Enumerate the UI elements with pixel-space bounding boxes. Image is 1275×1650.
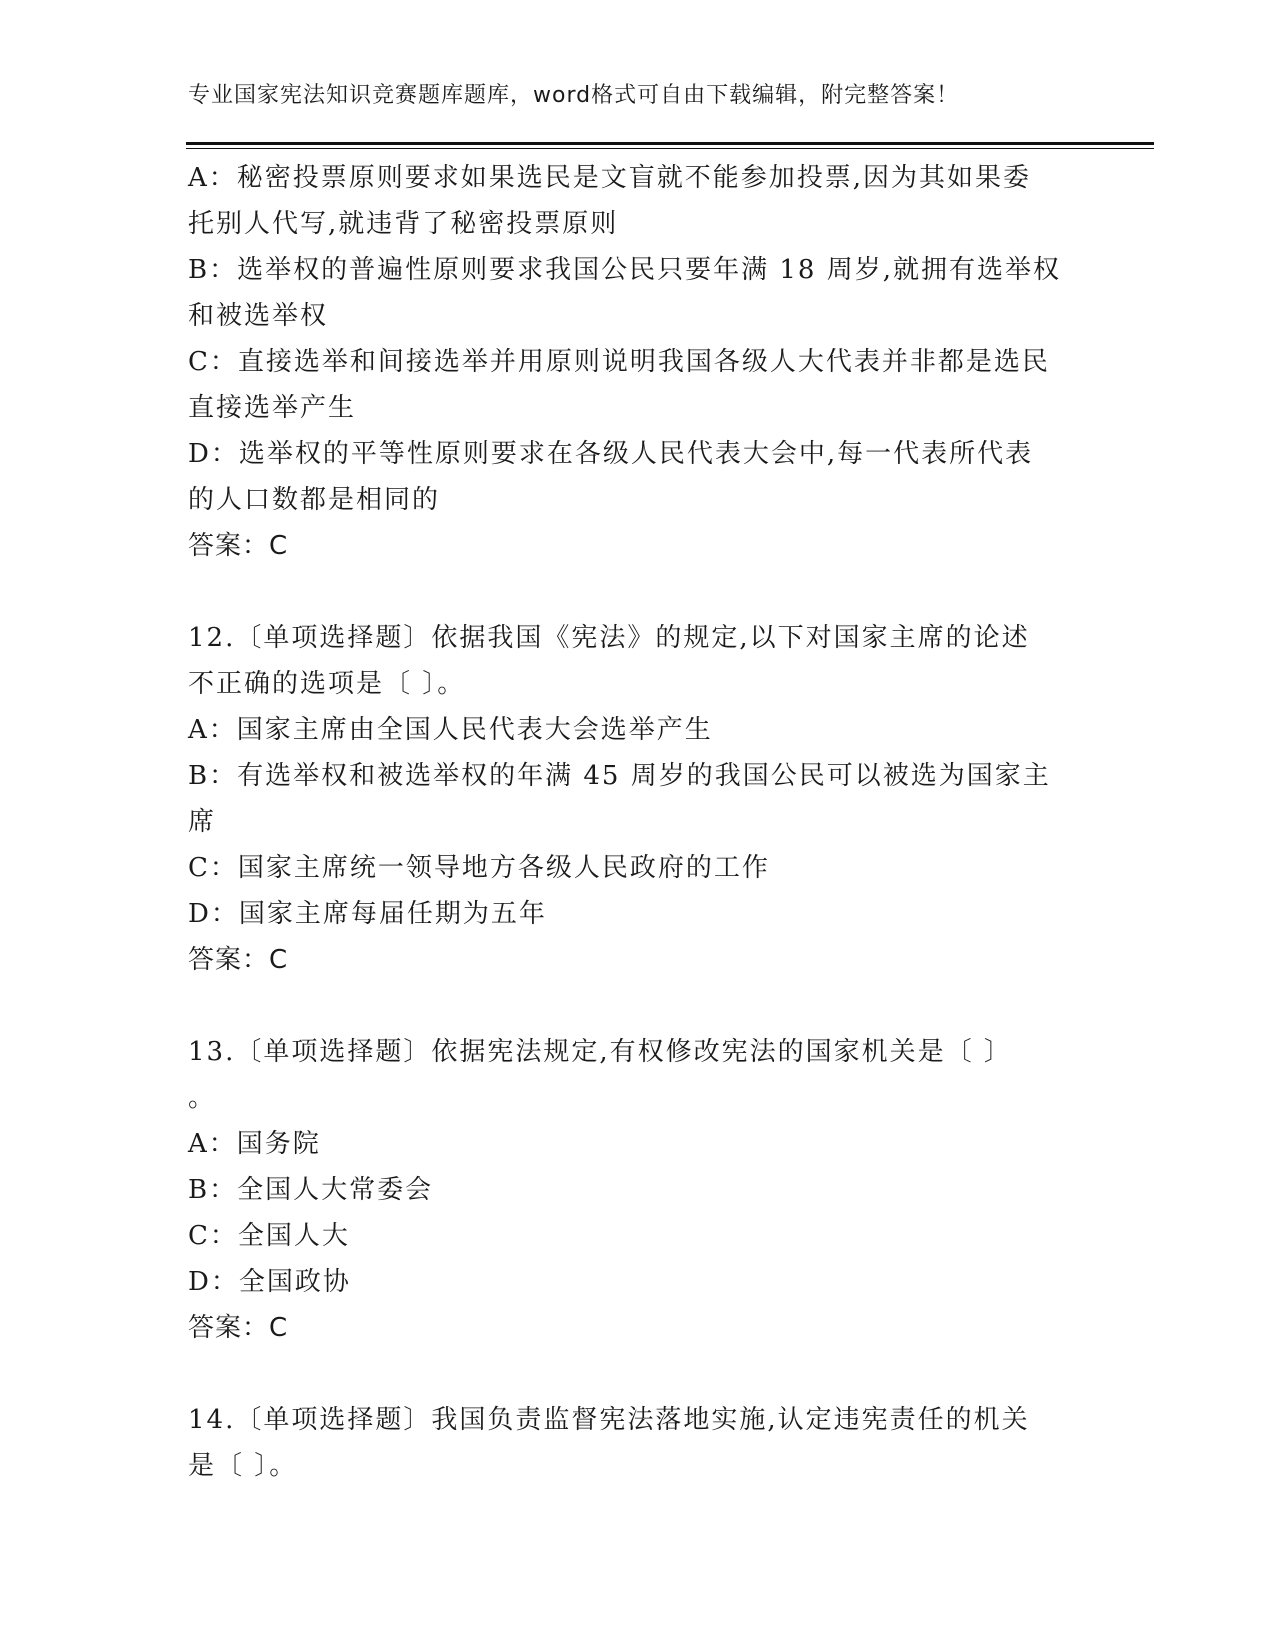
spacer: [188, 569, 1088, 615]
option-a: A：国务院: [188, 1129, 321, 1159]
question-14: [188, 1397, 1088, 1489]
option-b: B：选举权的普遍性原则要求我国公民只要年满 18 周岁,就拥有选举权 和被选举权: [188, 255, 1061, 331]
question-11: [188, 155, 1088, 569]
option-b: B：全国人大常委会: [188, 1175, 434, 1205]
document-body: [188, 155, 1088, 1489]
spacer: [188, 1351, 1088, 1397]
option-b: B：有选举权和被选举权的年满 45 周岁的我国公民可以被选为国家主 席: [188, 761, 1051, 837]
option-c: C：全国人大: [188, 1221, 350, 1251]
question-stem: 12.〔单项选择题〕依据我国《宪法》的规定,以下对国家主席的论述 不正确的选项是〔 〕。: [188, 623, 1030, 699]
spacer: [188, 983, 1088, 1029]
header-rule-thin: [186, 148, 1154, 149]
option-a: A：秘密投票原则要求如果选民是文盲就不能参加投票,因为其如果委 托别人代写,就违背了秘密投票原则: [188, 163, 1032, 239]
answer: 答案：C: [188, 945, 289, 975]
option-d: D：选举权的平等性原则要求在各级人民代表大会中,每一代表所代表 的人口数都是相同的: [188, 439, 1034, 515]
page-header: 专业国家宪法知识竞赛题库题库，word格式可自由下载编辑，附完整答案！: [188, 83, 960, 108]
answer: 答案：C: [188, 531, 289, 561]
header-rule-thick: [186, 142, 1154, 145]
question-stem: 14.〔单项选择题〕我国负责监督宪法落地实施,认定违宪责任的机关 是〔 〕。: [188, 1405, 1030, 1481]
option-c: C：直接选举和间接选举并用原则说明我国各级人大代表并非都是选民 直接选举产生: [188, 347, 1050, 423]
question-12: [188, 615, 1088, 983]
question-stem: 13.〔单项选择题〕依据宪法规定,有权修改宪法的国家机关是〔 〕 。: [188, 1037, 1012, 1113]
option-d: D：国家主席每届任期为五年: [188, 899, 547, 929]
option-d: D：全国政协: [188, 1267, 351, 1297]
option-c: C：国家主席统一领导地方各级人民政府的工作: [188, 853, 770, 883]
option-a: A：国家主席由全国人民代表大会选举产生: [188, 715, 713, 745]
question-13: [188, 1029, 1088, 1351]
answer: 答案：C: [188, 1313, 289, 1343]
